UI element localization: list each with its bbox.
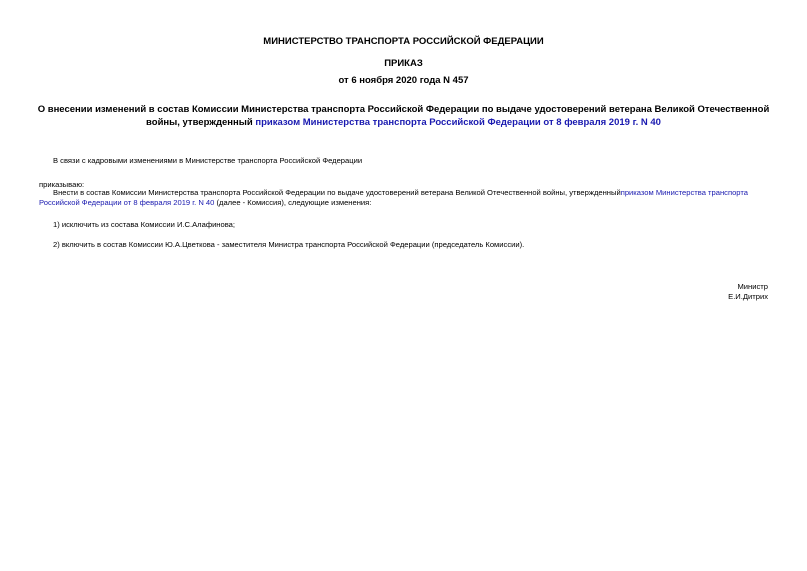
- reason-paragraph: В связи с кадровыми изменениями в Министерстве транспорта Российской Федерации: [53, 156, 363, 165]
- ministry-heading: МИНИСТЕРСТВО ТРАНСПОРТА РОССИЙСКОЙ ФЕДЕРАЦИИ: [263, 36, 544, 47]
- main-paragraph: [39, 188, 770, 207]
- title-text: О внесении изменений в состав Комиссии Министерства транспорта Российской Федерации по выдаче удостоверений ветерана Великой Отечественной войны, утвержденный: [37, 104, 770, 128]
- signature-block: [728, 282, 768, 302]
- document-date: от 6 ноября 2020 года N 457: [338, 75, 469, 86]
- title-order-link[interactable]: приказом Министерства транспорта Российской Федерации от 8 февраля 2019 г. N 40: [255, 116, 661, 128]
- signer-position: Министр: [737, 282, 768, 291]
- order-word: приказываю:: [39, 180, 85, 189]
- main-text-after: (далее - Комиссия), следующие изменения:: [214, 197, 372, 207]
- document-type: ПРИКАЗ: [384, 58, 423, 69]
- signer-name: Е.И.Дитрих: [728, 292, 768, 301]
- main-text: Внести в состав Комиссии Министерства транспорта Российской Федерации по выдаче удостоверений ветерана Великой Отечественной войны, утвержденный: [53, 188, 621, 197]
- document-title: [30, 104, 777, 129]
- list-item: 1) исключить из состава Комиссии И.С.Алафинова;: [53, 220, 236, 229]
- main-order-link[interactable]: приказом Министерства транспорта Российской Федерации от 8 февраля 2019 г. N 40: [39, 188, 748, 207]
- list-item: 2) включить в состав Комиссии Ю.А.Цветкова - заместителя Министра транспорта Российской Федерации (председатель Комиссии).: [53, 240, 525, 249]
